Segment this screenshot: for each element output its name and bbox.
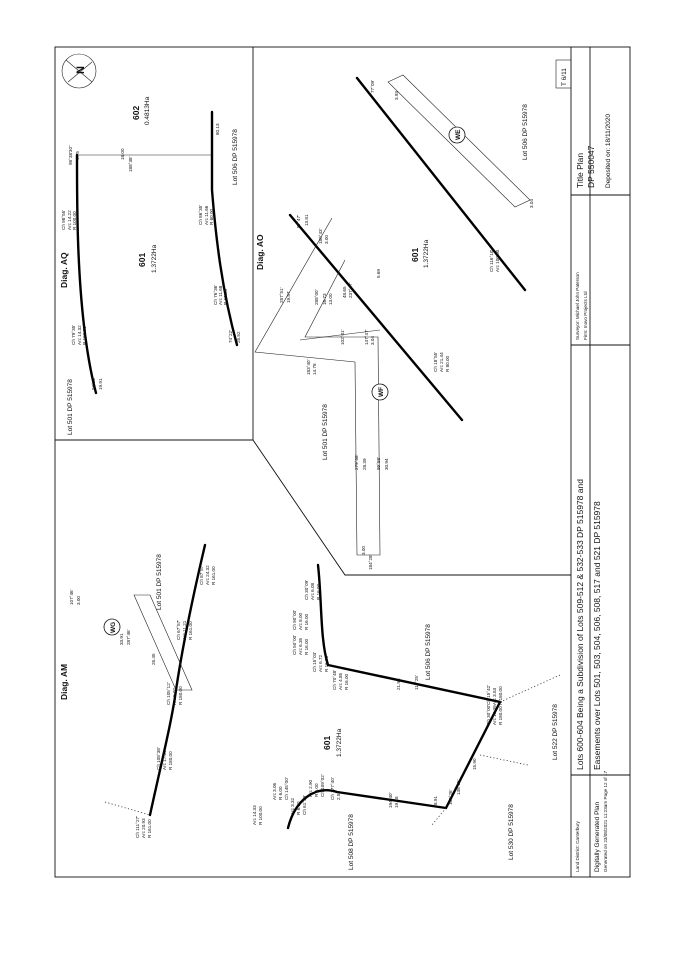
am-dim: R 180.00: [168, 751, 173, 770]
deposited-date: Deposited on: 18/11/2020: [605, 114, 612, 188]
aq-area-602: 0.4813Ha: [144, 96, 151, 125]
am-dim: Arc 10.39: [492, 705, 497, 725]
aq-dim: 74°22': [228, 330, 233, 343]
aq-dim: 18.00: [120, 148, 125, 160]
plan-number: DP 550047: [586, 145, 596, 188]
am-dim: 33.91: [119, 633, 124, 645]
am-dim: Arc 8.00: [298, 612, 303, 630]
ao-dim: 288°00': [314, 289, 319, 305]
am-dim: 194°40': [388, 792, 393, 808]
diagram-aq: [59, 96, 241, 435]
am-dim: 107°46': [69, 589, 74, 605]
am-dim: Arc 17.86: [162, 750, 167, 770]
am-dim: R 180.00: [498, 686, 503, 705]
aq-dim: R 60.00: [209, 208, 214, 225]
ao-dim: 183°40': [306, 359, 311, 375]
ao-dim: 184°28': [368, 554, 373, 570]
am-dim: 138°05': [456, 779, 461, 795]
ao-dim: 3.04: [370, 336, 375, 345]
aq-dim: R 100.00: [82, 326, 87, 345]
ao-lot-501: Lot 501 DP 515978: [322, 404, 329, 460]
am-dim: R 16.00: [316, 583, 321, 600]
am-dim: R 16.00: [324, 655, 329, 672]
am-dim: Arc 3.53: [492, 687, 497, 705]
ao-dim: Arc 21.44: [439, 352, 444, 372]
ao-dim: 14.78: [312, 363, 317, 375]
am-dim: Arc 6.72: [318, 654, 323, 672]
am-dim: Arc 14.33: [252, 805, 257, 825]
am-dim: Arc 4.85: [338, 672, 343, 690]
ao-lot-601: 601: [410, 247, 420, 262]
north-arrow: [62, 54, 96, 88]
ao-dim: Ch 116°10': [489, 249, 494, 272]
aq-dim: 98°38'30": [68, 145, 73, 165]
ao-dim: 3.93: [394, 91, 399, 100]
aq-lot-601: 601: [137, 252, 147, 267]
am-dim: Arc 6.08: [310, 582, 315, 600]
aq-dim: 80.13: [215, 123, 220, 135]
plan-type: Title Plan: [575, 152, 585, 188]
ao-dim: 57°47': [296, 215, 301, 228]
am-dim: Ch 15°03': [312, 651, 317, 672]
am-dim: Arc 2.90: [308, 779, 313, 797]
ao-dim: 13.00: [328, 293, 333, 305]
easement-wf: [255, 218, 380, 555]
am-dim: Ch 109°02': [320, 774, 325, 797]
aq-dim: Arc 14.22: [67, 210, 72, 230]
am-dim: 287°46': [126, 629, 131, 645]
am-area-601: 1.3722Ha: [336, 728, 343, 757]
am-dim: R 16.00: [304, 613, 309, 630]
ao-dim: 287°51': [279, 287, 284, 303]
am-dim: 8.91: [433, 796, 438, 805]
am-dim: Ch 30°00': [486, 704, 491, 725]
am-dim: Ch 108°38': [156, 747, 161, 770]
am-dim: R 100.00: [258, 806, 263, 825]
am-dim: R 6.00: [314, 783, 319, 797]
land-district: Land District: Canterbury: [575, 821, 580, 872]
ao-dim: 279°58': [354, 454, 359, 470]
ao-title: Diag. AO: [255, 234, 265, 270]
am-dim: Ch 50°00': [292, 634, 297, 655]
am-dim: 3.00: [76, 596, 81, 605]
ao-dim: 5.69: [376, 269, 381, 278]
am-dim: Ch 105°12': [166, 682, 171, 705]
am-dim: 2.58: [336, 791, 341, 800]
digital-plan-label: Digitally Generated Plan: [594, 801, 601, 872]
ao-dim: 19.57: [286, 291, 291, 303]
am-dim: Ch 15°42': [486, 684, 491, 705]
am-dim: 19.38: [394, 796, 399, 808]
north-arrow-label: N: [75, 66, 87, 74]
am-lot-501: Lot 501 DP 515978: [156, 554, 163, 610]
am-dim: R 161.00: [188, 621, 193, 640]
ao-dim: 99°58': [376, 457, 381, 470]
am-lot-508: Lot 508 DP 515978: [348, 814, 355, 870]
am-dim: R 6.00: [296, 801, 301, 815]
ao-dim: 180°43': [318, 228, 323, 244]
am-dim: Arc 3.32: [290, 797, 295, 815]
am-dim: Ch 177°40': [330, 777, 335, 800]
aq-dim: 4.75: [75, 151, 80, 160]
am-dim: Arc 5.02: [172, 687, 177, 705]
aq-lot-506: Lot 506 DP 515978: [232, 129, 239, 185]
plan-title-line-1: Lots 600-604 Being a Subdivision of Lots 509-512 & 532-533 DP 515978 and: [575, 479, 585, 770]
ao-dim: 48.65: [342, 286, 347, 298]
aq-dim: Ch 98°55': [61, 209, 66, 230]
ao-dim: 102°01': [340, 329, 345, 345]
ao-lot-506: Lot 506 DP 515978: [522, 104, 529, 160]
am-lot-601: 601: [322, 735, 332, 750]
aq-area-601: 1.3722Ha: [151, 244, 158, 273]
aq-dim: 19.91: [98, 378, 103, 390]
am-dim: Arc 6.35: [298, 637, 303, 655]
aq-dim: Arc 14.32: [77, 325, 82, 345]
ao-dim: 3.04: [529, 199, 534, 208]
aq-dim: R 60.00: [223, 288, 228, 305]
am-dim: Ch 90°00': [292, 609, 297, 630]
am-dim: Ch 30°09': [304, 579, 309, 600]
diagram-am: [59, 545, 560, 870]
firm: Firm: Inovo Projects Ltd: [583, 291, 588, 340]
am-dim: R 161.00: [211, 566, 216, 585]
am-dim: Arc 24.32: [205, 565, 210, 585]
ao-dim: 16.73: [322, 293, 327, 305]
am-dim: Arc 11.21: [182, 620, 187, 640]
am-dim: R 6.00: [278, 786, 283, 800]
aq-lot-501: Lot 501 DP 515978: [67, 379, 74, 435]
am-dim: Arc 20.93: [141, 818, 146, 838]
ao-dim: 30.94: [384, 458, 389, 470]
ao-dim: 147°47': [364, 329, 369, 345]
aq-dim: 25.52: [236, 331, 241, 343]
am-lot-530: Lot 530 DP 515978: [508, 804, 515, 860]
surveyor: Surveyor: Michael John Paterson: [575, 272, 580, 340]
plan-title-line-2: Easements over Lots 501, 503, 504, 506, 508, 517 and 521 DP 515978: [592, 501, 602, 770]
aq-dim: Arc 11.68: [218, 285, 223, 305]
aq-dim: Ch 76°36': [213, 284, 218, 305]
ao-dim: 77°09': [370, 80, 375, 93]
aq-dim: R 100.00: [72, 211, 77, 230]
am-dim: R 16.00: [304, 638, 309, 655]
generated-stamp: Generated on 23/08/2021 11:23am Page 12 of 17: [603, 770, 608, 872]
am-lot-522: Lot 522 DP 515978: [552, 704, 559, 760]
am-dim: Ch 145°00': [284, 777, 289, 800]
ao-dim: R 80.00: [445, 355, 450, 372]
ao-dim: 237°47': [348, 282, 353, 298]
sheet-ref: T 6/11: [561, 68, 568, 86]
aq-dim: Arc 11.66: [204, 205, 209, 225]
aq-boundary: [77, 155, 96, 393]
am-dim: Ch 87°57': [199, 564, 204, 585]
am-dim: 26.45: [151, 653, 156, 665]
aq-dim: 188°38': [128, 156, 133, 172]
am-dim: R 161.00: [147, 819, 152, 838]
am-dim: Arc 3.06: [272, 782, 277, 800]
diagram-ao: [255, 75, 534, 570]
ao-dim: 3.00: [324, 235, 329, 244]
am-dim: Ch 111°27': [135, 816, 140, 838]
am-dim: R 180.00: [498, 706, 503, 725]
aq-dim: 94°22': [91, 377, 96, 390]
aq-lot-602: 602: [131, 105, 141, 120]
am-dim: Ch 61°59': [302, 794, 307, 815]
aq-dim: Ch 86°35': [198, 204, 203, 225]
ao-area-601: 1.3722Ha: [423, 239, 430, 268]
ao-dim: Arc 100.00: [495, 249, 500, 272]
ao-dim: 28.39: [362, 458, 367, 470]
ao-dim: 13.81: [304, 214, 309, 226]
am-dim: 15.90: [472, 758, 477, 770]
am-dim: Ch 70°48': [332, 669, 337, 690]
am-dim: R 16.00: [344, 673, 349, 690]
easement-wf-label: WF: [378, 386, 385, 397]
am-dim: Ch 67°57': [176, 619, 181, 640]
easement-wg-label: WG: [110, 621, 117, 633]
ao-dim: Ch 18°55': [433, 351, 438, 372]
am-lot-506: Lot 506 DP 515978: [425, 624, 432, 680]
am-dim: 111°25': [414, 675, 419, 690]
am-title: Diag. AM: [59, 663, 69, 700]
am-dim: 21.96: [396, 678, 401, 690]
aq-title: Diag. AQ: [59, 252, 69, 288]
am-dim: R 180.00: [178, 686, 183, 705]
easement-we-label: WE: [455, 129, 462, 140]
ao-dim: 3.00: [361, 546, 366, 555]
aq-dim: Ch 79°35': [71, 324, 76, 345]
am-dim: 109°26': [448, 789, 453, 805]
